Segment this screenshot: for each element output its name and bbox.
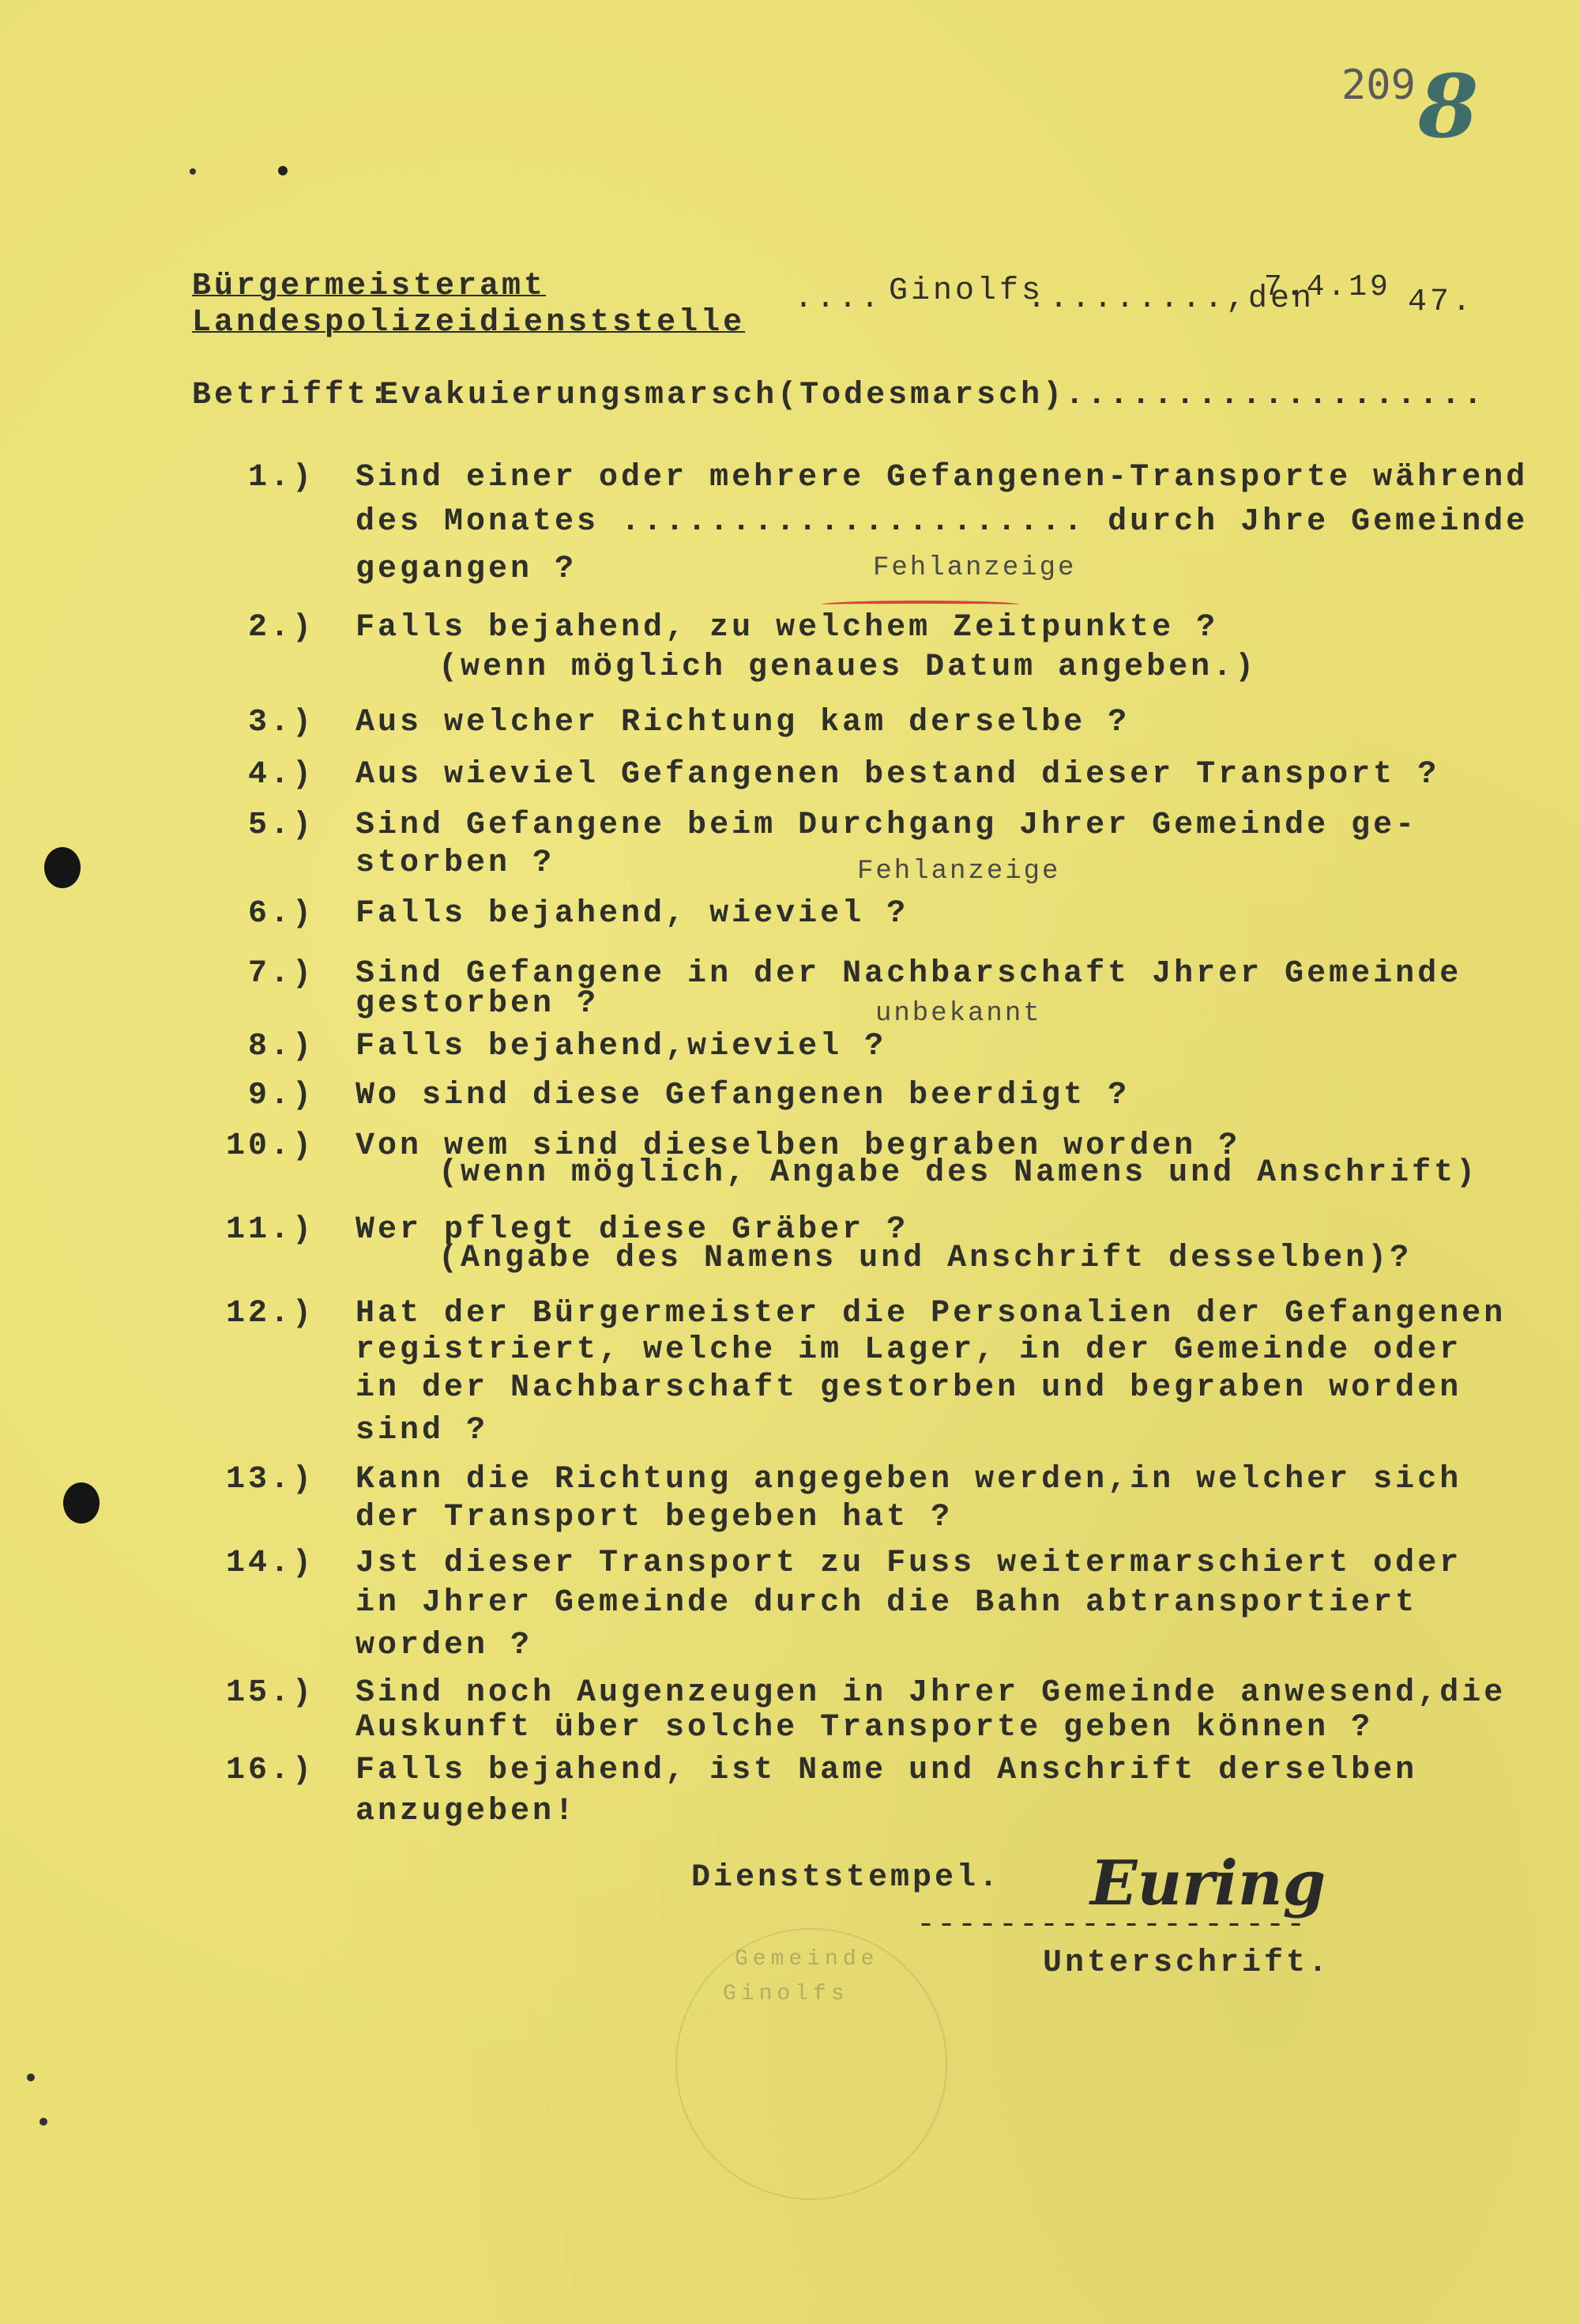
- question-15-line-1: Sind noch Augenzeugen in Jhrer Gemeinde anwesend,die: [356, 1675, 1507, 1711]
- question-11-line-2: (Angabe des Namens und Anschrift desselben)?: [438, 1241, 1413, 1276]
- handwritten-signature: Euring: [1090, 1848, 1326, 1919]
- question-number-12: 12.): [225, 1296, 314, 1331]
- question-number-1: 1.): [247, 460, 314, 495]
- stamp-text-line-1: Gemeinde: [735, 1947, 879, 1972]
- office-line-1: Bürgermeisteramt: [192, 269, 547, 304]
- ink-dot: [40, 2118, 47, 2126]
- question-7-line-2: gestorben ?: [356, 986, 600, 1022]
- question-number-11: 11.): [225, 1212, 314, 1248]
- question-5-line-2: storben ?: [356, 846, 555, 881]
- archive-page-number: 209: [1341, 62, 1416, 109]
- stamp-text-line-2: Ginolfs: [723, 1982, 849, 2006]
- question-3-line-1: Aus welcher Richtung kam derselbe ?: [356, 705, 1130, 740]
- question-number-3: 3.): [247, 705, 314, 740]
- question-number-15: 15.): [225, 1675, 314, 1711]
- question-number-9: 9.): [247, 1078, 314, 1113]
- question-4-line-1: Aus wieviel Gefangenen bestand dieser Transport ?: [356, 757, 1440, 793]
- question-12-line-3: in der Nachbarschaft gestorben und begraben worden: [356, 1370, 1462, 1406]
- question-15-line-2: Auskunft über solche Transporte geben können ?: [356, 1710, 1374, 1746]
- question-1-line-1: Sind einer oder mehrere Gefangenen-Transporte während: [356, 460, 1529, 495]
- question-5-line-1: Sind Gefangene beim Durchgang Jhrer Gemeinde ge-: [356, 808, 1418, 843]
- question-number-6: 6.): [247, 896, 314, 932]
- year-suffix: 47.: [1408, 284, 1475, 320]
- ink-dot: [27, 2074, 35, 2081]
- ink-dot: [278, 166, 288, 175]
- folio-number: 8: [1418, 55, 1479, 157]
- question-10-line-2: (wenn möglich, Angabe des Namens und Anschrift): [438, 1155, 1479, 1191]
- subject-text: Evakuierungsmarsch(Todesmarsch)...................: [379, 378, 1486, 413]
- punch-hole: [44, 847, 81, 888]
- answer-1: Fehlanzeige: [873, 553, 1077, 583]
- answer-7: unbekannt: [875, 999, 1042, 1029]
- question-10-line-1: Von wem sind dieselben begraben worden ?: [356, 1128, 1241, 1164]
- question-12-line-1: Hat der Bürgermeister die Personalien der Gefangenen: [356, 1296, 1507, 1331]
- date-handwritten: 7.4.19: [1264, 270, 1391, 304]
- question-2-line-1: Falls bejahend, zu welchem Zeitpunkte ?: [356, 610, 1219, 646]
- question-number-14: 14.): [225, 1546, 314, 1581]
- place-name: Ginolfs: [889, 273, 1044, 309]
- question-16-line-1: Falls bejahend, ist Name und Anschrift derselben: [356, 1753, 1418, 1788]
- question-number-5: 5.): [247, 808, 314, 843]
- signature-label: Unterschrift.: [1043, 1945, 1331, 1981]
- question-12-line-4: sind ?: [356, 1413, 489, 1448]
- question-7-line-1: Sind Gefangene in der Nachbarschaft Jhrer Gemeinde: [356, 956, 1462, 992]
- ink-dot: [190, 168, 196, 175]
- question-number-13: 13.): [225, 1462, 314, 1497]
- answer-5: Fehlanzeige: [857, 857, 1061, 887]
- place-suffix: .........,den: [1027, 281, 1315, 317]
- question-12-line-2: registriert, welche im Lager, in der Gemeinde oder: [356, 1332, 1462, 1368]
- question-9-line-1: Wo sind diese Gefangenen beerdigt ?: [356, 1078, 1130, 1113]
- question-2-line-2: (wenn möglich genaues Datum angeben.): [438, 650, 1258, 685]
- red-pencil-mark: [822, 601, 1019, 608]
- question-6-line-1: Falls bejahend, wieviel ?: [356, 896, 909, 932]
- stamp-label: Dienststempel.: [691, 1860, 1002, 1896]
- question-1-line-2: des Monates ..................... durch Jhre Gemeinde: [356, 504, 1529, 540]
- question-13-line-2: der Transport begeben hat ?: [356, 1500, 954, 1535]
- place-prefix: ....: [794, 281, 883, 317]
- question-number-7: 7.): [247, 956, 314, 992]
- question-14-line-2: in Jhrer Gemeinde durch die Bahn abtransportiert: [356, 1585, 1418, 1621]
- question-14-line-1: Jst dieser Transport zu Fuss weitermarschiert oder: [356, 1546, 1462, 1581]
- question-number-4: 4.): [247, 757, 314, 793]
- office-line-2: Landespolizeidienststelle: [192, 305, 746, 341]
- question-number-10: 10.): [225, 1128, 314, 1164]
- question-number-16: 16.): [225, 1753, 314, 1788]
- question-13-line-1: Kann die Richtung angegeben werden,in welcher sich: [356, 1462, 1462, 1497]
- subject-label: Betrifft:: [192, 378, 392, 413]
- question-8-line-1: Falls bejahend,wieviel ?: [356, 1029, 887, 1064]
- signature-line: -------------------: [916, 1908, 1307, 1943]
- question-11-line-1: Wer pflegt diese Gräber ?: [356, 1212, 909, 1248]
- punch-hole: [63, 1482, 100, 1524]
- question-14-line-3: worden ?: [356, 1628, 533, 1663]
- question-number-2: 2.): [247, 610, 314, 646]
- question-number-8: 8.): [247, 1029, 314, 1064]
- question-16-line-2: anzugeben!: [356, 1794, 577, 1829]
- question-1-line-3: gegangen ?: [356, 552, 577, 587]
